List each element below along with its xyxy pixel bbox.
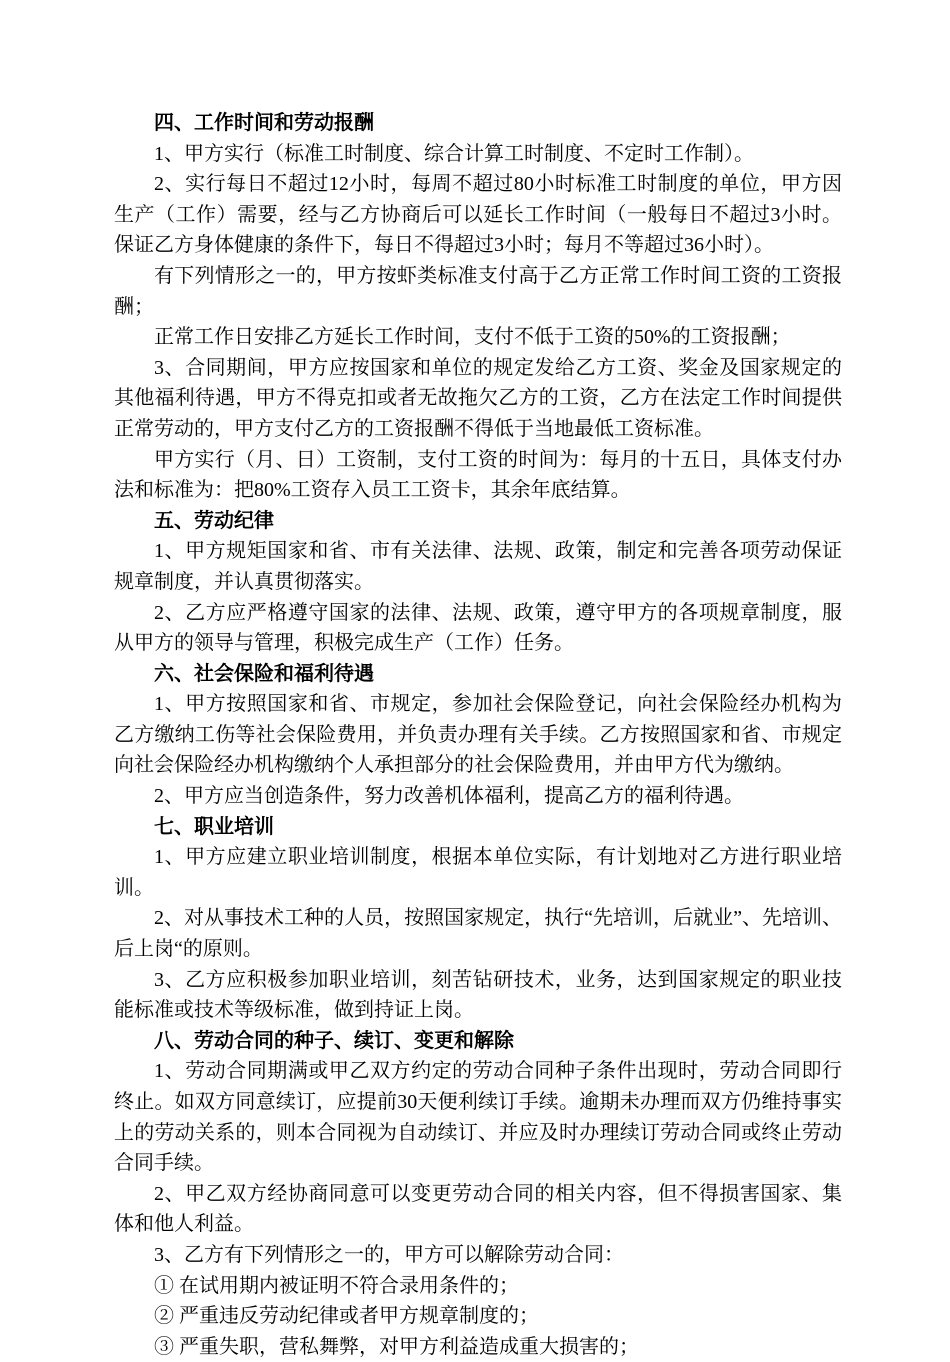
- paragraph: 1、甲方实行（标准工时制度、综合计算工时制度、不定时工作制）。: [154, 142, 754, 165]
- section-title-7: 七、职业培训: [154, 815, 274, 838]
- paragraph: 1、甲方应建立职业培训制度，根据本单位实际，有计划地对乙方进行职业培训。: [114, 846, 842, 899]
- section-title-8: 八、劳动合同的种子、续订、变更和解除: [154, 1029, 514, 1052]
- section-title-5: 五、劳动纪律: [154, 509, 274, 532]
- paragraph: 2、甲方应当创造条件，努力改善机体福利，提高乙方的福利待遇。: [154, 785, 744, 808]
- list-item: ① 在试用期内被证明不符合录用条件的；: [154, 1274, 519, 1297]
- paragraph: 有下列情形之一的，甲方按虾类标准支付高于乙方正常工作时间工资的工资报酬；: [114, 264, 842, 318]
- paragraph: 2、实行每日不超过12小时，每周不超过80小时标准工时制度的单位，甲方因生产（工作）需要，经与乙方协商后可以延长工作时间（一般每日不超过3小时。保证乙方身体健康的条件下，每日不得超过3小时；每月不等超过36小时）。: [114, 173, 842, 257]
- paragraph: 3、乙方有下列情形之一的，甲方可以解除劳动合同：: [154, 1243, 624, 1266]
- paragraph: 1、劳动合同期满或甲乙双方约定的劳动合同种子条件出现时，劳动合同即行终止。如双方同意续订，应提前30天便利续订手续。逾期未办理而双方仍维持事实上的劳动关系的，则本合同视为自动续订、并应及时办理续订劳动合同或终止劳动合同手续。: [114, 1060, 842, 1175]
- paragraph: 正常工作日安排乙方延长工作时间，支付不低于工资的50%的工资报酬；: [154, 326, 791, 349]
- paragraph: 3、合同期间，甲方应按国家和单位的规定发给乙方工资、奖金及国家规定的其他福利待遇，甲方不得克扣或者无故拖欠乙方的工资，乙方在法定工作时间提供正常劳动的，甲方支付乙方的工资报酬不得低于当地最低工资标准。: [114, 356, 842, 440]
- paragraph: 甲方实行（月、日）工资制，支付工资的时间为：每月的十五日，具体支付办法和标准为：把80%工资存入员工工资卡，其余年底结算。: [114, 448, 842, 502]
- paragraph: 1、甲方规矩国家和省、市有关法律、法规、政策，制定和完善各项劳动保证规章制度，并认真贯彻落实。: [114, 540, 842, 593]
- paragraph: 2、对从事技术工种的人员，按照国家规定，执行“先培训，后就业”、先培训、后上岗“的原则。: [114, 907, 842, 961]
- paragraph: 2、乙方应严格遵守国家的法律、法规、政策，遵守甲方的各项规章制度，服从甲方的领导与管理，积极完成生产（工作）任务。: [114, 601, 842, 655]
- list-item: ② 严重违反劳动纪律或者甲方规章制度的；: [154, 1305, 539, 1328]
- paragraph: 2、甲乙双方经协商同意可以变更劳动合同的相关内容，但不得损害国家、集体和他人利益。: [114, 1182, 842, 1236]
- section-title-4: 四、工作时间和劳动报酬: [154, 112, 374, 134]
- section-title-6: 六、社会保险和福利待遇: [154, 662, 374, 685]
- paragraph: 1、甲方按照国家和省、市规定，参加社会保险登记，向社会保险经办机构为乙方缴纳工伤等社会保险费用，并负责办理有关手续。乙方按照国家和省、市规定向社会保险经办机构缴纳个人承担部分的社会保险费用，并由甲方代为缴纳。: [114, 693, 842, 777]
- paragraph: 3、乙方应积极参加职业培训，刻苦钻研技术，业务，达到国家规定的职业技能标准或技术等级标准，做到持证上岗。: [114, 968, 842, 1022]
- list-item: ③ 严重失职，营私舞弊，对甲方利益造成重大损害的；: [154, 1335, 639, 1358]
